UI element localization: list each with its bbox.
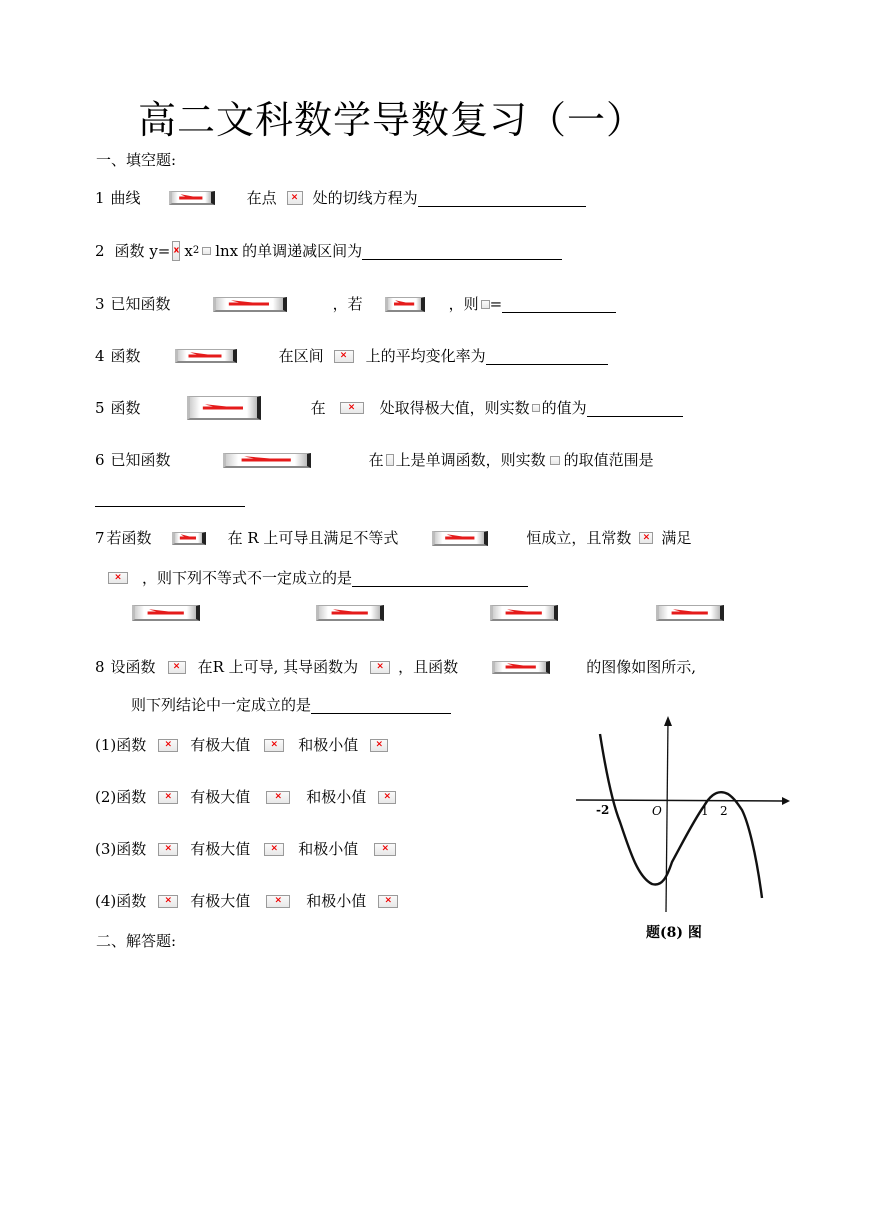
q-text: x	[184, 242, 193, 260]
q-text: 的取值范围是	[563, 451, 654, 469]
q8-option-4[interactable]	[95, 890, 398, 912]
page-title: 高二文科数学导数复习（一）	[138, 98, 646, 142]
q-text: 在	[368, 451, 384, 469]
question-8-cont	[131, 694, 451, 716]
q-text: 的值为	[541, 399, 587, 417]
q-text: 上是单调函数，则实数	[395, 451, 546, 469]
broken-image-icon: ×	[266, 895, 290, 908]
answer-blank[interactable]	[587, 400, 683, 417]
broken-image-icon	[490, 605, 558, 621]
broken-image-icon: ×	[334, 350, 354, 363]
svg-text:1: 1	[701, 804, 709, 818]
option-text: 有极大值	[190, 840, 251, 858]
broken-image-icon: ×	[158, 791, 178, 804]
q-text: 已知函数	[110, 295, 171, 313]
broken-image-icon	[316, 605, 384, 621]
q-text: 处取得极大值，则实数	[379, 399, 530, 417]
option-text: 和极小值	[298, 736, 359, 754]
broken-image-icon: ×	[378, 791, 396, 804]
q-text: 曲线	[110, 189, 141, 207]
q7-option-b[interactable]	[316, 605, 384, 625]
q8-option-1[interactable]	[95, 734, 388, 756]
option-text: 和极小值	[306, 892, 367, 910]
broken-image-icon: ×	[639, 532, 653, 544]
broken-image-icon	[385, 297, 425, 312]
y-axis-arrow-icon	[664, 716, 672, 726]
broken-image-icon	[175, 349, 237, 363]
broken-image-icon: ×	[374, 843, 396, 856]
option-text: 有极大值	[190, 736, 251, 754]
q7-option-d[interactable]	[656, 605, 724, 625]
option-text: 有极大值	[190, 788, 251, 806]
q-text: 恒成立，且常数	[526, 529, 632, 547]
broken-image-icon: ×	[266, 791, 290, 804]
broken-image-icon	[223, 453, 311, 468]
answer-blank[interactable]	[418, 190, 586, 207]
answer-blank[interactable]	[486, 348, 608, 365]
broken-image-icon	[202, 247, 211, 255]
q-number: 8	[95, 658, 105, 676]
broken-image-icon: ×	[287, 191, 303, 205]
answer-blank[interactable]	[352, 570, 528, 587]
broken-image-icon	[432, 531, 488, 546]
question-8	[95, 656, 696, 678]
question-3	[95, 293, 616, 315]
q-text: 在 R 上可导且满足不等式	[227, 529, 399, 547]
broken-image-icon	[481, 300, 490, 309]
q-text: lnx	[215, 242, 239, 260]
option-label: (4)函数	[95, 892, 147, 910]
q-number: 3	[95, 295, 105, 313]
question-7	[95, 527, 691, 549]
section-fill-in: 一、填空题:	[96, 151, 177, 169]
figure-q8-graph	[572, 712, 792, 948]
section-answers: 二、解答题:	[96, 932, 177, 950]
q-text: ，则下列不等式不一定成立的是	[142, 569, 353, 587]
option-label: (3)函数	[95, 840, 147, 858]
figure-caption: 题(8) 图	[646, 925, 702, 941]
q7-option-c[interactable]	[490, 605, 558, 625]
q-number: 6	[95, 451, 105, 469]
answer-blank[interactable]	[502, 296, 616, 313]
q-text: 函数 y=	[114, 242, 171, 260]
q-text: 若函数	[106, 529, 152, 547]
broken-image-icon: ×	[168, 661, 186, 674]
q-text: 在区间	[278, 347, 324, 365]
answer-blank[interactable]	[362, 243, 562, 260]
q-number: 4	[95, 347, 105, 365]
broken-image-icon	[550, 456, 560, 465]
broken-image-icon: ×	[370, 661, 390, 674]
broken-image-icon	[386, 454, 394, 466]
broken-image-icon: x	[172, 241, 180, 261]
q-text: 则下列结论中一定成立的是	[131, 696, 312, 714]
broken-image-icon: ×	[340, 402, 364, 414]
q-number: 7	[95, 529, 105, 547]
q-text: 的图像如图所示,	[586, 658, 696, 676]
q-text: 的单调递减区间为	[242, 242, 363, 260]
q-text: 函数	[110, 399, 141, 417]
answer-blank[interactable]	[311, 697, 451, 714]
question-4	[95, 345, 608, 367]
broken-image-icon	[169, 191, 215, 205]
question-7-cont	[108, 567, 528, 589]
q-text: 满足	[661, 529, 692, 547]
q-text: 函数	[110, 347, 141, 365]
option-label: (1)函数	[95, 736, 147, 754]
q8-option-3[interactable]	[95, 838, 396, 860]
q-number: 2	[95, 242, 105, 260]
question-1	[95, 187, 586, 209]
x-axis-arrow-icon	[782, 797, 790, 805]
q-text: 在点	[246, 189, 277, 207]
q-text: 在	[310, 399, 326, 417]
q-text: =	[489, 295, 503, 313]
broken-image-icon	[492, 661, 550, 674]
exponent: 2	[192, 245, 200, 256]
broken-image-icon	[532, 404, 540, 412]
q-text: 上的平均变化率为	[365, 347, 486, 365]
q-number: 5	[95, 399, 105, 417]
broken-image-icon: ×	[370, 739, 388, 752]
broken-image-icon: ×	[264, 739, 284, 752]
svg-text:-2: -2	[596, 803, 610, 817]
q-text: 在R 上可导, 其导函数为	[197, 658, 359, 676]
option-text: 有极大值	[190, 892, 251, 910]
question-2	[95, 240, 562, 262]
option-text: 和极小值	[298, 840, 359, 858]
function-graph	[572, 712, 792, 948]
q-text: 处的切线方程为	[312, 189, 418, 207]
q-text: ，且函数	[398, 658, 459, 676]
broken-image-icon	[213, 297, 287, 312]
broken-image-icon: ×	[158, 843, 178, 856]
answer-blank[interactable]	[95, 490, 245, 507]
q-text: 已知函数	[110, 451, 171, 469]
svg-text:2: 2	[720, 804, 728, 818]
broken-image-icon	[187, 396, 261, 420]
q-text: ，若	[332, 295, 363, 313]
broken-image-icon: ×	[378, 895, 398, 908]
q-number: 1	[95, 189, 105, 207]
question-6-blank-line	[95, 490, 245, 511]
broken-image-icon	[132, 605, 200, 621]
broken-image-icon	[656, 605, 724, 621]
broken-image-icon: ×	[264, 843, 284, 856]
question-6	[95, 449, 654, 471]
q7-option-a[interactable]	[132, 605, 200, 625]
question-5	[95, 396, 683, 420]
q-text: 设函数	[110, 658, 156, 676]
broken-image-icon: ×	[158, 895, 178, 908]
svg-text:O: O	[652, 804, 662, 818]
q8-option-2[interactable]	[95, 786, 396, 808]
option-label: (2)函数	[95, 788, 147, 806]
broken-image-icon: ×	[108, 572, 128, 584]
option-text: 和极小值	[306, 788, 367, 806]
broken-image-icon	[172, 532, 206, 545]
broken-image-icon: ×	[158, 739, 178, 752]
q-text: ，则	[448, 295, 479, 313]
